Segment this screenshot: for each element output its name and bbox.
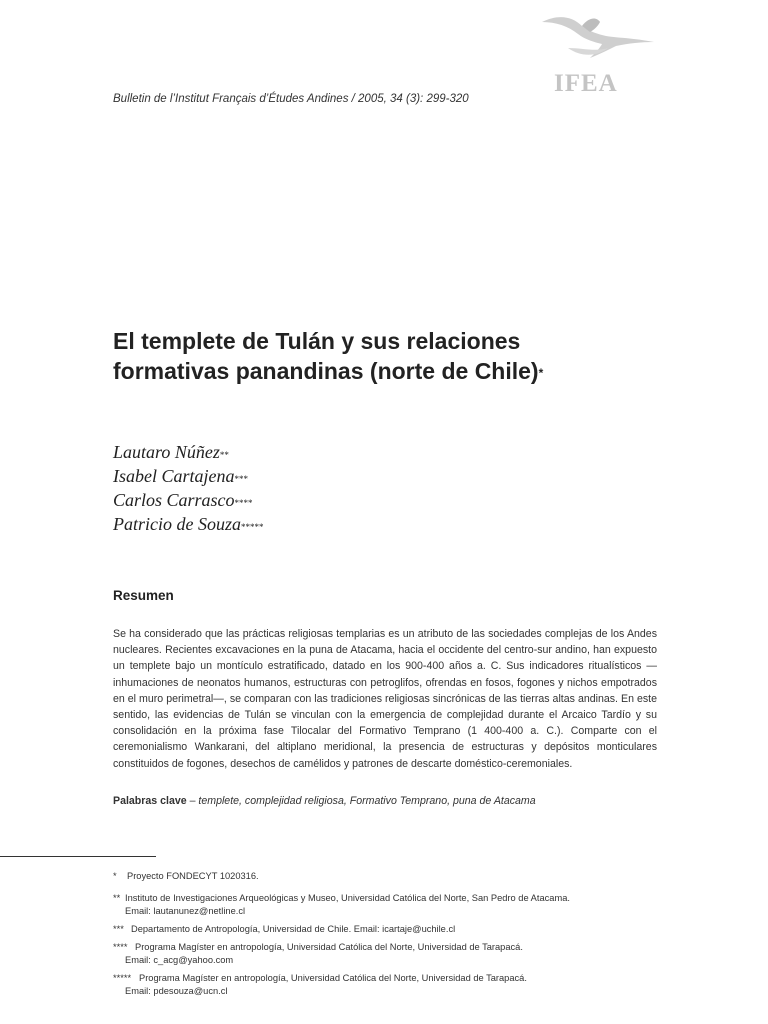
author-footnote-mark: **** (234, 498, 253, 508)
keywords-label: Palabras clave (113, 795, 187, 807)
footnote (113, 923, 673, 936)
footnote (113, 892, 673, 918)
footnote-divider (0, 856, 156, 857)
footnote (113, 870, 673, 883)
footnote-email: Email: lautanunez@netline.cl (125, 906, 246, 916)
footnote-email: Email: pdesouza@ucn.cl (125, 986, 228, 996)
title-line-1: El templete de Tulán y sus relaciones (113, 328, 521, 354)
ifea-logo (538, 8, 658, 98)
footnote-text: Proyecto FONDECYT 1020316. (127, 871, 259, 881)
article-title (113, 326, 673, 386)
footnote-mark: *** (113, 924, 124, 934)
footnote-text: Programa Magíster en antropología, Universidad Católica del Norte, Universidad de Tarapacá. (135, 942, 523, 952)
footnote-email: Email: c_acg@yahoo.com (125, 955, 234, 965)
title-line-2: formativas panandinas (norte de Chile) (113, 358, 539, 384)
footnote-mark: ***** (113, 973, 132, 983)
author-footnote-mark: *** (234, 474, 248, 484)
footnote-mark: ** (113, 893, 121, 903)
author-footnote-mark: ** (219, 450, 229, 460)
keywords-separator: – (186, 795, 199, 807)
condor-bird-icon (538, 8, 658, 68)
author-name: Lautaro Núñez** (113, 442, 229, 462)
footnote-text: Departamento de Antropología, Universidad de Chile. Email: icartaje@uchile.cl (131, 924, 456, 934)
author-name: Patricio de Souza***** (113, 514, 264, 534)
footnote-text: Programa Magíster en antropología, Universidad Católica del Norte, Universidad de Tarapacá. (139, 973, 527, 983)
abstract-body: Se ha considerado que las prácticas religiosas templarias es un atributo de las sociedades complejas de los Andes nucleares. Recientes excavaciones en la puna de Atacama, hacia el occidente del centro-sur andino, han expuesto un templete bajo un montículo estratificado, datado en los 900-400 años a. C. Sus indicadores ritualísticos —inhumaciones de neonatos humanos, estructuras con petroglifos, ofrendas en fosos, fogones y nichos empotrados en el muro perimetral—, se comparan con las tradiciones religiosas sincrónicas de las tierras altas andinas. En este sentido, las evidencias de Tulán se vinculan con la emergencia de complejidad durante el Arcaico Tardío y su consolidación en la próxima fase Tilocalar del Formativo Temprano (1 400-400 a. C.). Comparte con el ceremonialismo Wankarani, del altiplano meridional, la presencia de estructuras y depósitos monticulares constituidos de fogones, desechos de camélidos y patrones de descarte doméstico-ceremoniales. (113, 628, 657, 770)
footnote-mark: * (113, 871, 117, 881)
keywords-values: templete, complejidad religiosa, Formativo Temprano, puna de Atacama (198, 795, 536, 807)
footnotes (113, 870, 673, 1003)
author-name: Carlos Carrasco**** (113, 490, 253, 510)
author-footnote-mark: ***** (241, 522, 264, 532)
journal-reference: Bulletin de l’Institut Français d’Études Andines / 2005, 34 (3): 299-320 (113, 93, 469, 105)
keywords (113, 795, 673, 807)
title-footnote-mark: * (538, 366, 544, 380)
footnote (113, 941, 673, 967)
footnote-text: Instituto de Investigaciones Arqueológicas y Museo, Universidad Católica del Norte, San Pedro de Atacama. (125, 893, 570, 903)
author-list (113, 440, 264, 536)
footnote (113, 972, 673, 998)
ifea-logo-text: IFEA (554, 70, 618, 97)
abstract-heading: Resumen (113, 588, 174, 603)
footnote-mark: **** (113, 942, 128, 952)
author-name: Isabel Cartajena*** (113, 466, 248, 486)
